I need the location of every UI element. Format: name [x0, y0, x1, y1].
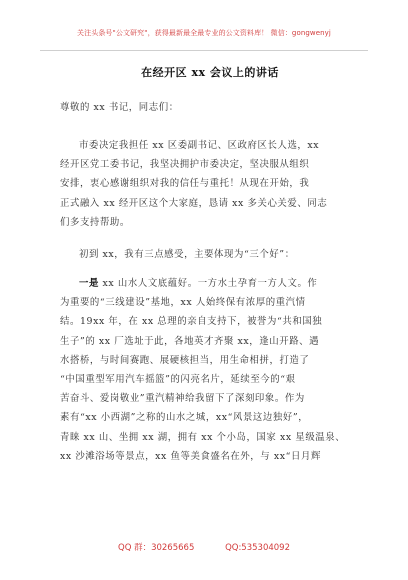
qq-group: QQ 群：30265665 [118, 543, 195, 553]
paragraph-1-line: 安排，衷心感谢组织对我的信任与重托！从现在开始，我 [60, 178, 310, 190]
qq-contact: QQ:535304092 [225, 543, 290, 553]
point-one-text: xx 山水人文底蕴好。一方水土孕育一方人文。作 [98, 278, 318, 289]
document-title: 在经开区 xx 会议上的讲话 [141, 66, 279, 79]
paragraph-1 [60, 136, 350, 232]
paragraph-1-line: 们多支持帮助。 [60, 216, 130, 228]
paragraph-2-line: 初到 xx，我有三点感受，主要体现为“三个好”： [79, 249, 295, 260]
paragraph-3-line: 苦奋斗、爱岗敬业”重汽精神给我留下了深刻印象。作为 [60, 393, 305, 405]
paragraph-3-first-line [60, 274, 350, 293]
paragraph-3-line: 青睐 xx 山、坐拥 xx 湖，拥有 xx 个小岛，国家 xx 星级温泉、 [60, 431, 346, 443]
paragraph-1-line: 经开区党工委书记，我坚决拥护市委决定，坚决服从组织 [60, 159, 310, 171]
paragraph-3-line: 生子”的 xx 厂选址于此，各地英才齐聚 xx，逢山开路、遇 [60, 335, 320, 347]
paragraph-1-line: 正式融入 xx 经开区这个大家庭，恳请 xx 多关心关爱、同志 [60, 197, 328, 209]
point-one-lead: 一是 [79, 278, 99, 289]
paragraph-3-line: xx 沙滩浴场等景点，xx 鱼等美食盛名在外，与 xx“日月辉 [60, 450, 321, 462]
greeting [60, 98, 350, 117]
paragraph-1-line: 市委决定我担任 xx 区委副书记、区政府区长人选，xx [79, 140, 320, 151]
page-header [0, 0, 408, 52]
paragraph-3-line: “中国重型军用汽车摇篮”的闪亮名片，延续至今的“艰 [60, 373, 296, 385]
paragraph-3 [60, 274, 350, 466]
page-footer [0, 541, 408, 553]
greeting-line: 尊敬的 xx 书记，同志们： [60, 102, 179, 113]
promo-banner: 关注头条号"公文研究"，获得最新最全最专业的公文资料库！ 微信：gongwenyj [77, 29, 331, 37]
paragraph-3-line: 水搭桥，与时间赛跑、展硬核担当，用生命相拼，打造了 [60, 354, 310, 366]
paragraph-3-line: 为重要的“三线建设”基地，xx 人始终保有浓厚的重汽情 [60, 297, 306, 309]
paragraph-3-line: 素有“xx 小西湖”之称的山水之城，xx“风景这边独好”， [60, 412, 309, 424]
paragraph-3-line: 结。19xx 年，在 xx 总理的亲自支持下，被誉为“共和国独 [60, 316, 323, 328]
header-divider [40, 50, 368, 51]
paragraph-2 [60, 245, 350, 264]
